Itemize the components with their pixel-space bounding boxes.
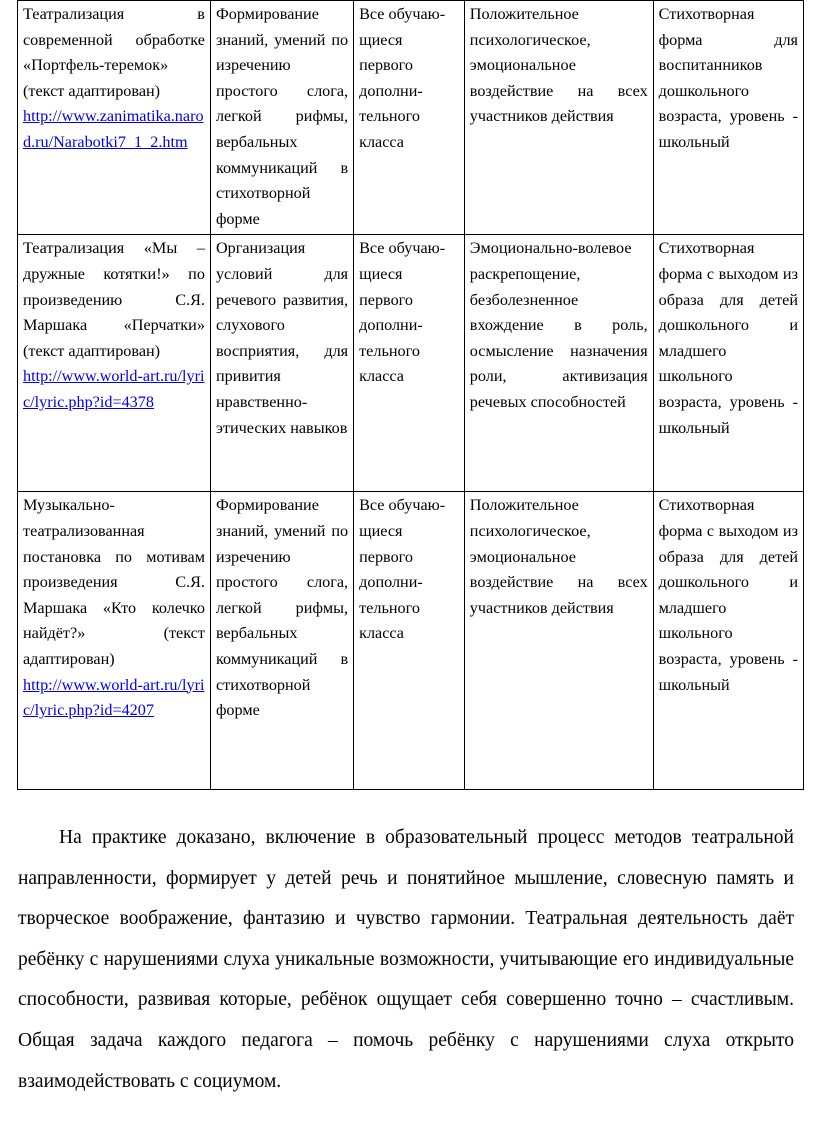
table-row: [18, 1, 804, 235]
methods-table: [17, 0, 804, 790]
table-row: [18, 235, 804, 492]
row-1-goal: Формирование знаний, умений по изречению простого слога, легкой рифмы, вербальных коммуникаций в стихотворной форме: [210, 1, 353, 235]
row-3-form: Стихотворная форма с выходом из образа для детей дошкольного и младшего школьного возраста, уровень - школьный: [653, 492, 803, 790]
row-2-goal: Организация условий для речевого развития, слухового восприятия, для привития нравственно-этических навыков: [210, 235, 353, 492]
row-3-audience: Все обучаю-щиеся первого дополни-тельного класса: [354, 492, 465, 790]
row-2-title: Театрализация «Мы – дружные котятки!» по произведению С.Я. Маршака «Перчатки» (текст адаптирован): [23, 239, 205, 360]
row-2-audience: Все обучаю-щиеся первого дополни-тельного класса: [354, 235, 465, 492]
row-1-form: Стихотворная форма для воспитанников дошкольного возраста, уровень - школьный: [653, 1, 803, 235]
row-1-title: Театрализация в современной обработке «Портфель-теремок» (текст адаптирован): [23, 5, 205, 100]
row-3-title-cell: [18, 492, 211, 790]
row-3-goal: Формирование знаний, умений по изречению простого слога, легкой рифмы, вербальных коммуникаций в стихотворной форме: [210, 492, 353, 790]
conclusion-paragraph: На практике доказано, включение в образовательный процесс методов театральной направленности, формирует у детей речь и понятийное мышление, словесную память и творческое воображение, фантазию и чувство гармонии. Театральная деятельность даёт ребёнку с нарушениями слуха уникальные возможности, учитывающие его индивидуальные способности, развивая которые, ребёнок ощущает себя совершенно точно – счастливым. Общая задача каждого педагога – помочь ребёнку с нарушениями слуха открыто взаимодействовать с социумом.: [18, 827, 794, 1092]
table-row: [18, 492, 804, 790]
row-1-audience: Все обучаю-щиеся первого дополни-тельного класса: [354, 1, 465, 235]
row-2-link[interactable]: http://www.world-art.ru/lyric/lyric.php?id=4378: [23, 367, 205, 411]
row-1-link[interactable]: http://www.zanimatika.narod.ru/Narabotki7_1_2.htm: [23, 107, 204, 151]
row-2-effect: Эмоционально-волевое раскрепощение, безболезненное вхождение в роль, осмысление назначения роли, активизация речевых способностей: [464, 235, 653, 492]
row-3-link[interactable]: http://www.world-art.ru/lyric/lyric.php?id=4207: [23, 675, 205, 720]
row-1-effect: Положительное психологическое, эмоциональное воздействие на всех участников действия: [464, 1, 653, 235]
row-2-form: Стихотворная форма с выходом из образа для детей дошкольного и младшего школьного возраста, уровень - школьный: [653, 235, 803, 492]
row-2-title-cell: [18, 235, 211, 492]
row-3-title: Музыкально-театрализованная постановка по мотивам произведения С.Я. Маршака «Кто колечко найдёт?» (текст адаптирован): [23, 496, 205, 668]
row-3-effect: Положительное психологическое, эмоциональное воздействие на всех участников действия: [464, 492, 653, 790]
row-1-title-cell: [18, 1, 211, 235]
